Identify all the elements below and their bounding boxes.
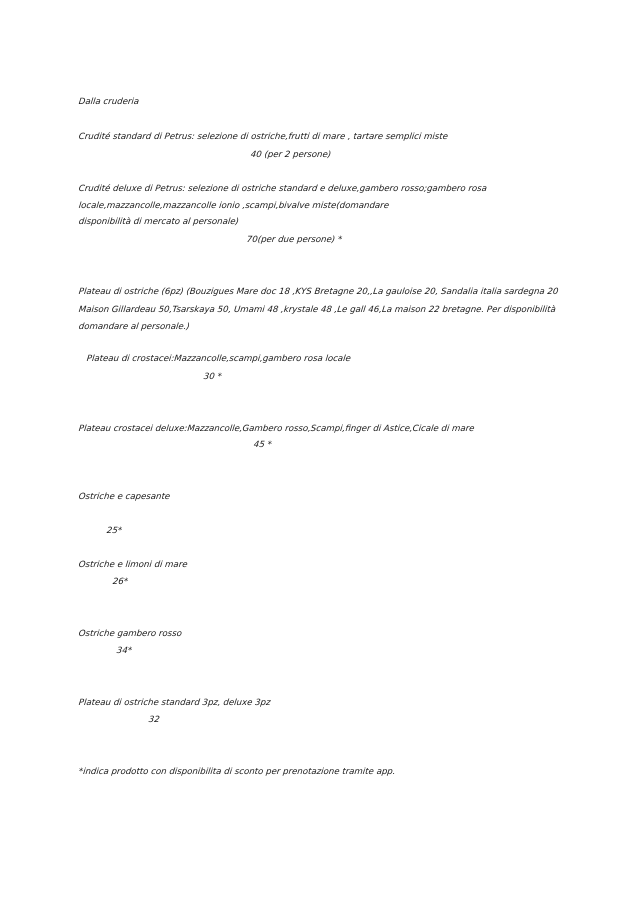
item-crudite-deluxe-price: 70(per due persone) *	[246, 235, 343, 245]
item-ostriche-capesante-desc: Ostriche e capesante	[78, 492, 171, 502]
item-crudite-deluxe-desc-line1: Crudité deluxe di Petrus: selezione di ostriche standard e deluxe,gambero rosso;gambero rosa	[78, 184, 488, 194]
item-plateau-crostacei-deluxe-price: 45 *	[253, 440, 273, 450]
item-plateau-misto-price: 32	[148, 715, 161, 725]
item-plateau-ostriche-desc-line2: Maison Gillardeau 50,Tsarskaya 50, Umami 48 ,krystale 48 ,Le gall 46,La maison 22 bretagne. Per disponibilità	[78, 305, 557, 315]
item-plateau-misto-desc: Plateau di ostriche standard 3pz, deluxe 3pz	[78, 698, 272, 708]
item-crudite-deluxe-desc-line2: locale,mazzancolle,mazzancolle ionio ,scampi,bivalve miste(domandare	[78, 201, 390, 211]
item-crudite-standard-price: 40 (per 2 persone)	[250, 150, 332, 160]
item-plateau-crostacei-price: 30 *	[203, 372, 223, 382]
item-ostriche-gambero-desc: Ostriche gambero rosso	[78, 629, 183, 639]
item-plateau-crostacei-deluxe-desc: Plateau crostacei deluxe:Mazzancolle,Gambero rosso,Scampi,finger di Astice,Cicale di mare	[78, 424, 475, 434]
item-ostriche-limoni-desc: Ostriche e limoni di mare	[78, 560, 189, 570]
item-crudite-standard-desc: Crudité standard di Petrus: selezione di ostriche,frutti di mare , tartare semplici miste	[78, 132, 449, 142]
item-plateau-crostacei-desc: Plateau di crostacei:Mazzancolle,scampi,gambero rosa locale	[86, 354, 352, 364]
item-ostriche-gambero-price: 34*	[116, 646, 133, 656]
item-plateau-ostriche-desc-line1: Plateau di ostriche (6pz) (Bouzigues Mare doc 18 ,KYS Bretagne 20,,La gauloise 20, Sandalia italia sardegna 20	[78, 287, 559, 297]
section-title: Dalla cruderia	[78, 97, 140, 107]
item-plateau-ostriche-desc-line3: domandare al personale.)	[78, 322, 191, 332]
item-crudite-deluxe-desc-line3: disponibilità di mercato al personale)	[78, 217, 240, 227]
item-ostriche-capesante-price: 25*	[106, 526, 123, 536]
footnote: *indica prodotto con disponibilita di sconto per prenotazione tramite app.	[78, 767, 396, 777]
item-ostriche-limoni-price: 26*	[112, 577, 129, 587]
